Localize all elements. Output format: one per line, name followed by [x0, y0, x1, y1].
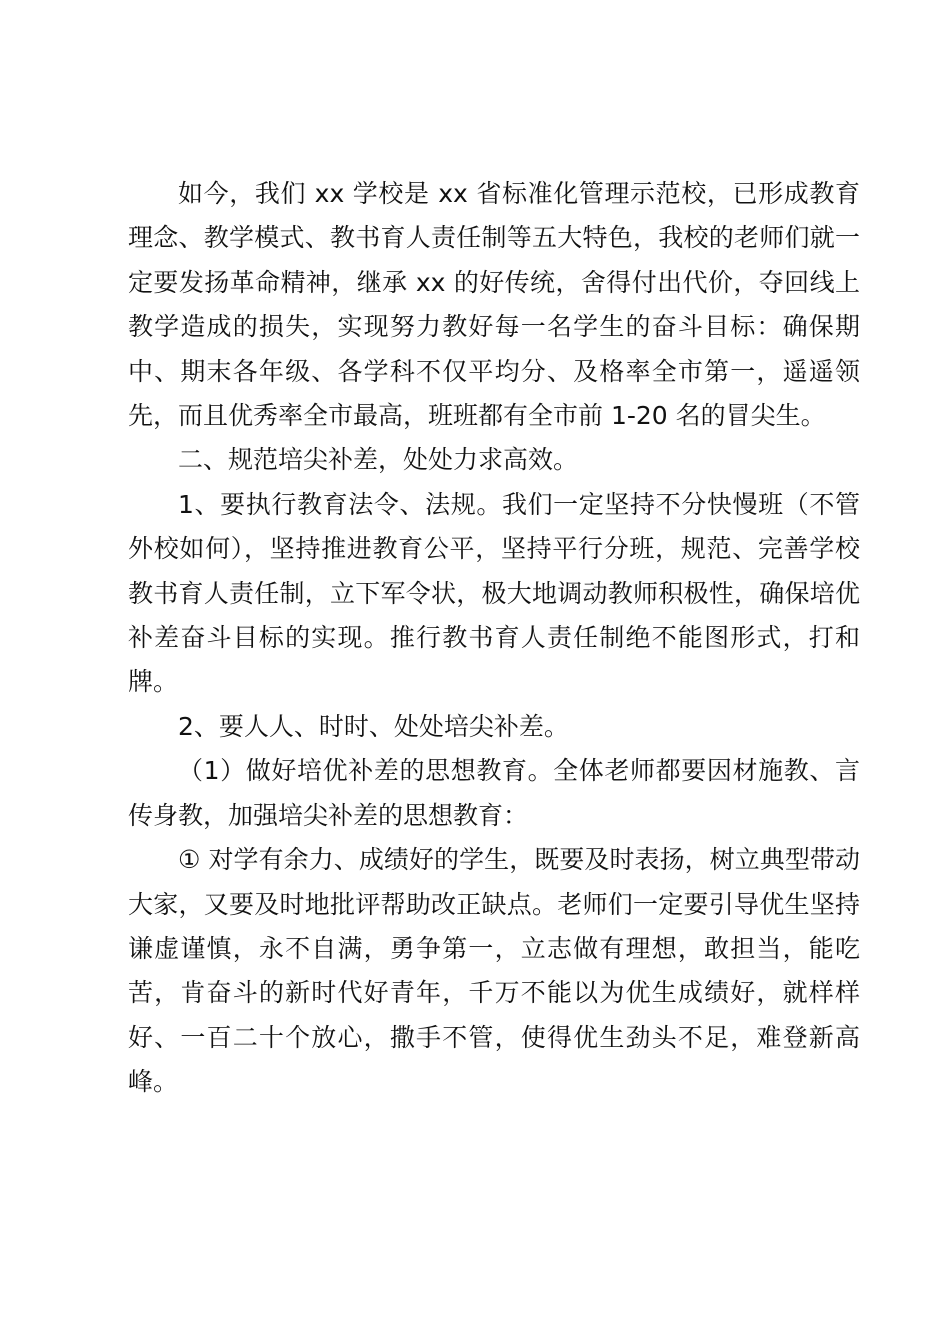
paragraph-intro: 如今，我们 xx 学校是 xx 省标准化管理示范校，已形成教育理念、教学模式、教书育人责任制等五大特色，我校的老师们就一定要发扬革命精神，继承 xx 的好传统，舍得付出代价，夺回线上教学造成的损失，实现努力教好每一名学生的奋斗目标：确保期中、期末各年级、各学科不仅平均分、及格率全市第一，遥遥领先，而且优秀率全市最高，班班都有全市前 1-20 名的冒尖生。 — [128, 179, 860, 431]
paragraph-item-1: 1、要执行教育法令、法规。我们一定坚持不分快慢班（不管外校如何），坚持推进教育公平，坚持平行分班，规范、完善学校教书育人责任制，立下军令状，极大地调动教师积极性，确保培优补差奋斗目标的实现。推行教书育人责任制绝不能图形式，打和牌。 — [128, 489, 860, 697]
paragraph-subitem-1: （1）做好培优补差的思想教育。全体老师都要因材施教、言传身教，加强培尖补差的思想教育： — [128, 756, 860, 830]
section-heading-2: 二、规范培尖补差，处处力求高效。 — [178, 445, 579, 475]
paragraph-point-1: ① 对学有余力、成绩好的学生，既要及时表扬，树立典型带动大家，又要及时地批评帮助改正缺点。老师们一定要引导优生坚持谦虚谨慎，永不自满，勇争第一，立志做有理想，敢担当，能吃苦，肯奋斗的新时代好青年，千万不能以为优生成绩好，就样样好、一百二十个放心，撒手不管，使得优生劲头不足，难登新高峰。 — [128, 845, 860, 1097]
paragraph-item-2: 2、要人人、时时、处处培尖补差。 — [178, 711, 569, 741]
document-body — [128, 172, 860, 1105]
